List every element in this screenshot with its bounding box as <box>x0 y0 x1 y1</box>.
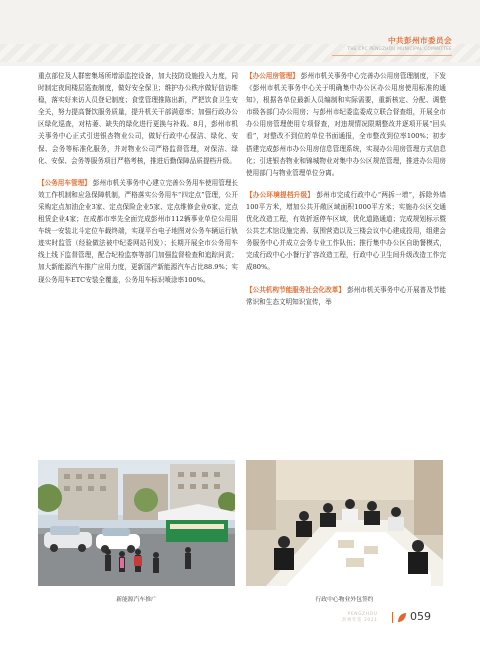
right-paragraph-3 <box>246 284 446 308</box>
section-tag-vehicle: 【公务用车管理】 <box>38 178 91 187</box>
property-signing-image <box>246 460 443 586</box>
section-body-environment: 彭州市完成行政中心“两拆一增”，拆除外墙100平方米，增加公共开敞区域面积1000平方米；实施办公区交通优化改造工程，有效折返停车区域，优化道路通道；完成规划标示暨公共艺术馆设施完善、氛围营造以及三楼会议中心建成投用，组建会务服务中心并成立会务专业工作队伍；推行集中办公区自助餐模式，完成行政中心小餐厅扩容改造工程，行政中心卫生间升级改造工作完成80%。 <box>246 190 446 272</box>
photo-caption-right: 行政中心物业外包签约 <box>315 597 374 603</box>
right-column <box>246 70 446 308</box>
header-title: 中共彭州市委员会 <box>388 36 452 45</box>
header-subtitle: THE CPC PENGZHOU MUNICIPAL COMMITTEE <box>347 46 452 51</box>
left-column <box>38 70 238 286</box>
photo-property-signing <box>246 460 443 586</box>
leaf-icon <box>397 612 407 623</box>
right-paragraph-1 <box>246 70 446 179</box>
footer-separator <box>392 612 393 623</box>
photo-vehicle-promotion <box>38 460 235 586</box>
section-body-vehicle: 彭州市机关事务中心建立完善公务用车使用管理长效工作机制和应急保障机制，严格落实公务用车“四定点”管理，公开采购定点加油企业3家、定点保险企业5家、定点维修企业6家、定点租赁企业4家；在成都市率先全面完成彭州市112辆事业单位公用用车统一安装北斗定位车载终端，实现平台电子地图对公务车辆运行轨迹实时监管（经验做法被中纪委网站刊发）；长期开展全市公务用车线上线下监督管理，配合纪检监察等部门加强监督检查和追踪问责；加大新能源汽车推广应用力度，更新国产新能源汽车占比88.9%；实现公务用车ETC安装全覆盖，公务用车标识喷涂率100%。 <box>38 178 239 284</box>
page-header <box>0 0 480 66</box>
section-tag-office-space: 【办公用房管理】 <box>246 72 299 80</box>
section-body-office-space: 彭州市机关事务中心完善办公用房管理制度，下发《彭州市机关事务中心关于明确集中办公区办公用房使用标准的通知》，根据各单位最新人员编制和实际需要，重新核定、分配、调整市级各部门办公用房；与彭州市纪委监委成立联合督查组，开展全市办公用房管理使用专项督查，对违规情况限期整改并逐项开展“回头看”，对整改不到位的单位书面通报，全市整改到位率100%；初步搭建完成彭州市办公用房信息管理系统，实现办公用房管理方式信息化；引进银杏物业和锦城物业对集中办公区规范管理，推进办公用房使用部门与物业管理单位分离。 <box>246 72 447 177</box>
section-tag-environment: 【办公环境提档升级】 <box>246 190 315 199</box>
section-body-energy: 彭州市机关事务中心开展普及节能常识和生态文明知识宣传，举 <box>246 285 447 306</box>
footer-brand-line-2: 彭州年鉴 2021 <box>342 618 378 623</box>
header-accent-line <box>332 55 452 56</box>
page-number: 059 <box>410 610 431 623</box>
footer-brand <box>342 612 378 624</box>
vehicle-promotion-image <box>38 460 235 586</box>
right-paragraph-2 <box>246 189 446 274</box>
photo-caption-left: 新能源汽车推广 <box>116 597 157 603</box>
section-tag-energy: 【公共机构节能服务社会化改革】 <box>246 285 345 294</box>
left-paragraph-1: 重点部位及人群密集场所增添监控设备，加大技防设施投入力度，同时制定夜间楼层巡查制度，做好安全保卫；维护办公秩序做好信访维稳，落实好来访人员登记制度；食堂管理推陈出新，严把饮食卫生安全关，努力提高餐饮服务质量，提升机关干部满意率；加强行政办公区绿化巡查，对枯萎、缺失的绿化进行更换与补栽。8月，彭州市机关事务中心正式引进银杏物业公司，做好行政中心保洁、绿化、安保、会务等标准化服务，并对物业公司严格监督管理，对保洁、绿化、安保、会务等服务项目严格考核，推进后勤保障品质提档升级。 <box>38 72 238 165</box>
footer-brand-line-1: PENGZHOU <box>347 612 378 617</box>
left-paragraph-2 <box>38 177 238 286</box>
